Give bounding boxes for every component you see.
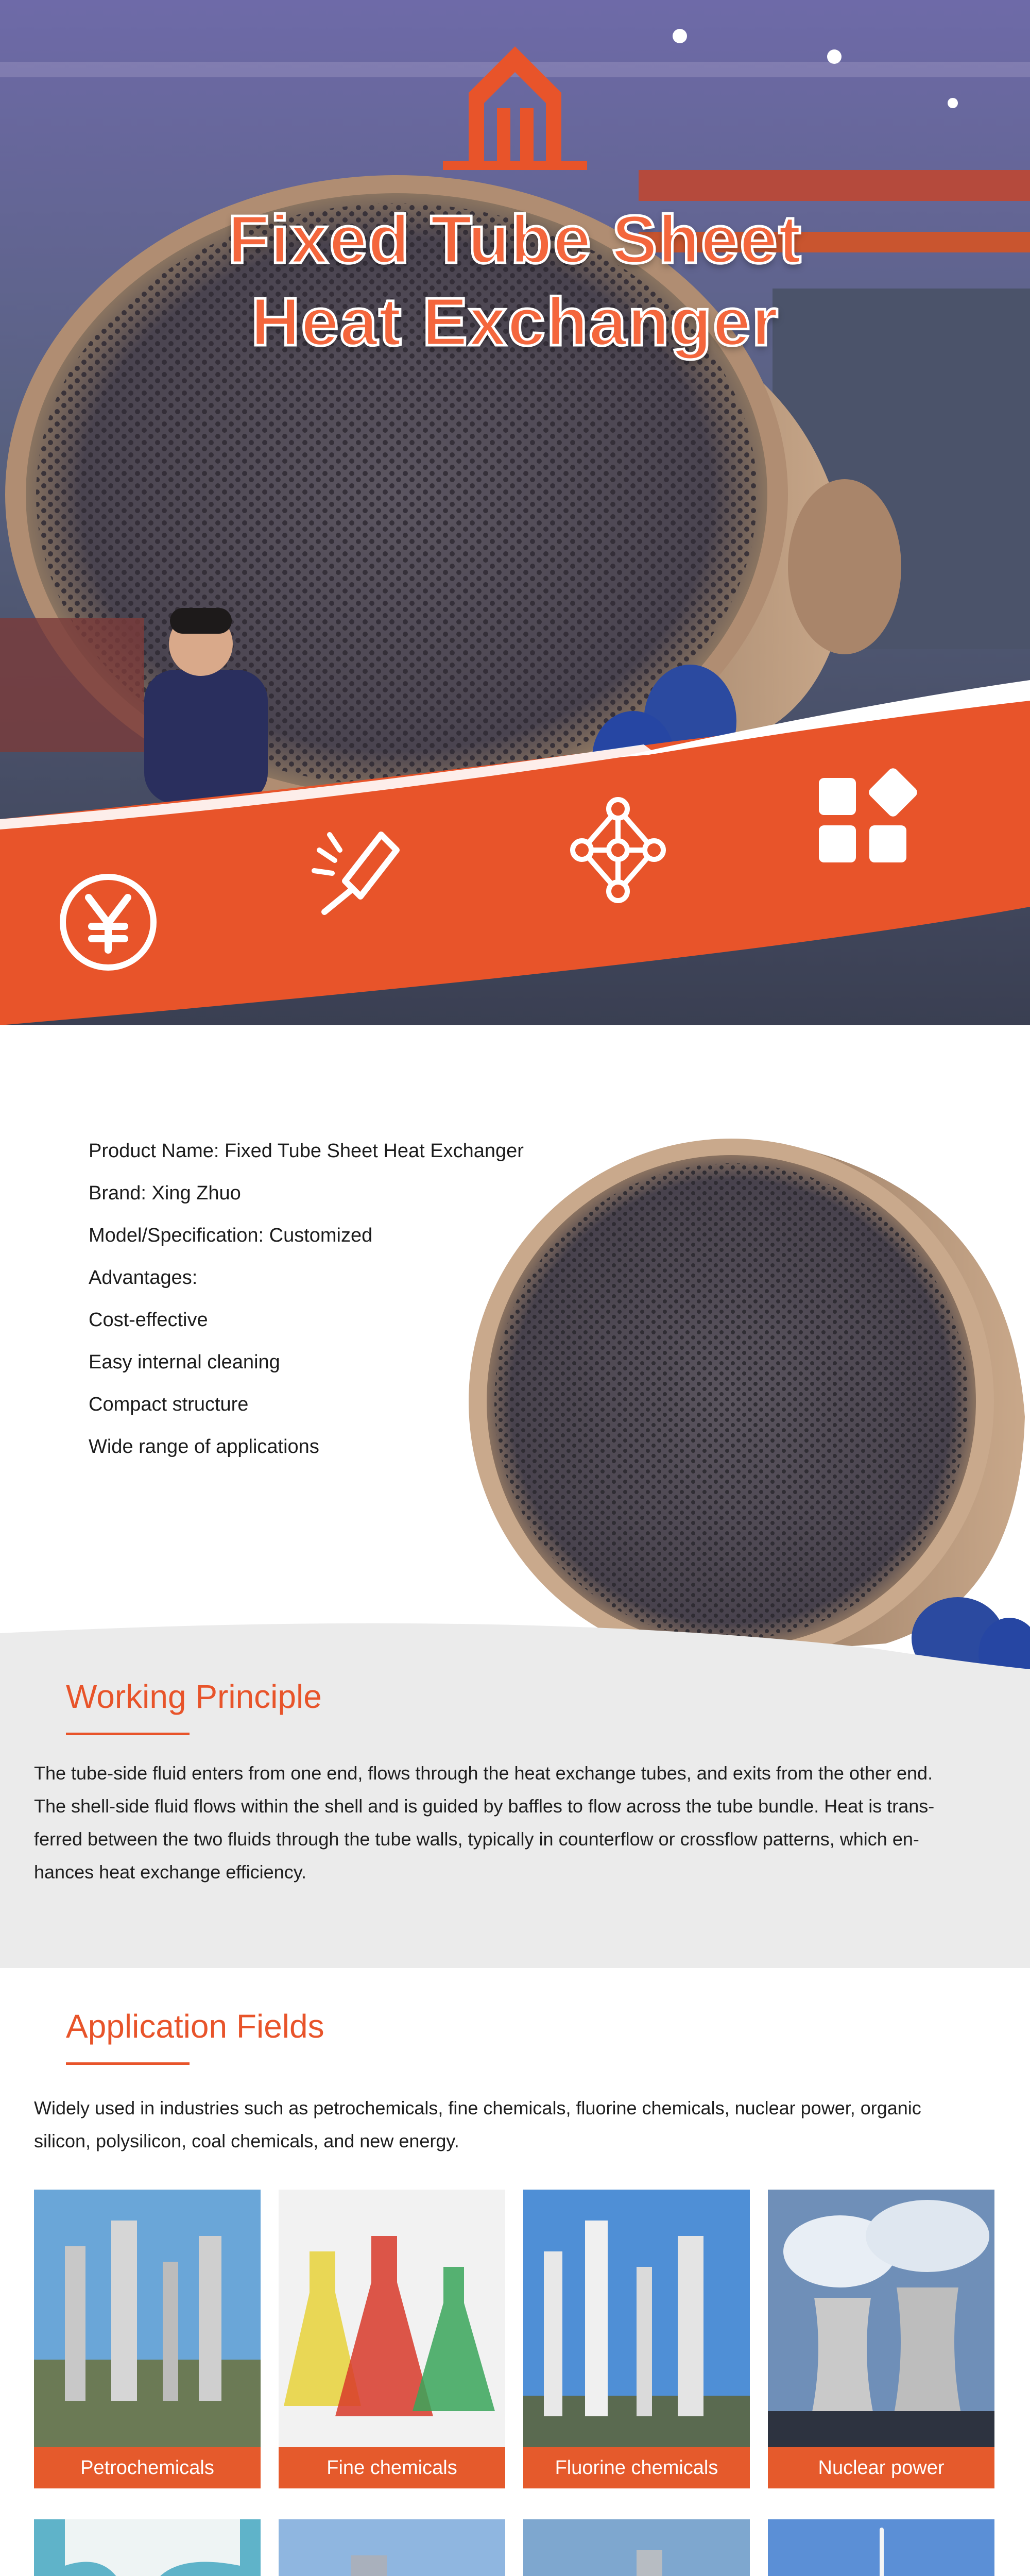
polysilicon-image [279, 2519, 505, 2576]
application-card-fluorine-chemicals[interactable] [523, 2190, 750, 2488]
title-underline [66, 1733, 190, 1735]
product-model: Model/Specification: Customized [89, 1225, 373, 1246]
product-name: Product Name: Fixed Tube Sheet Heat Exchanger [89, 1140, 524, 1162]
working-principle-title: Working Principle [66, 1678, 322, 1715]
hero-banner [0, 0, 1030, 1025]
building-logo-icon [443, 46, 587, 180]
hero-title-line-1: Fixed Tube Sheet [228, 201, 802, 277]
apps-grid-icon [809, 762, 922, 876]
fine-chemicals-image [279, 2190, 505, 2447]
product-brand: Brand: Xing Zhuo [89, 1182, 241, 1204]
advantages-heading: Advantages: [89, 1267, 198, 1289]
hero-title-line-2: Heat Exchanger [251, 284, 779, 360]
application-card-polysilicon[interactable] [279, 2519, 505, 2576]
cleaning-spray-icon [304, 814, 417, 927]
advantage-item: Wide range of applications [89, 1436, 319, 1458]
nuclear-power-image [768, 2190, 994, 2447]
fluorine-chemicals-image [523, 2190, 750, 2447]
application-label: Fluorine chemicals [523, 2447, 750, 2488]
network-structure-icon [561, 793, 675, 907]
application-label: Petrochemicals [34, 2447, 261, 2488]
new-energy-image [768, 2519, 994, 2576]
application-fields-title: Application Fields [66, 2008, 324, 2045]
yen-price-icon [52, 866, 165, 979]
advantage-item: Easy internal cleaning [89, 1351, 280, 1373]
application-label: Nuclear power [768, 2447, 994, 2488]
product-photo [464, 1108, 1030, 1685]
application-card-coal-chemicals[interactable] [523, 2519, 750, 2576]
application-card-petrochemicals[interactable] [34, 2190, 261, 2488]
application-fields-intro: Widely used in industries such as petrochemicals, fine chemicals, fluorine chemicals, nuclear power, organic silicon, polysilicon, coal chemicals, and new energy. [34, 2097, 921, 2151]
application-card-new-energy[interactable] [768, 2519, 994, 2576]
advantage-item: Compact structure [89, 1394, 249, 1415]
petrochemicals-image [34, 2190, 261, 2447]
working-principle-text: The tube-side fluid enters from one end, flows through the heat exchange tubes, and exits from the other end. The shell-side fluid flows within the shell and is guided by baffles to flow across the tube bundle. Heat is trans- ferred between the two fluids through the tube walls, typically in counterflow or crossflow patterns, which en- hances heat exchange efficiency. [34, 1762, 935, 1883]
application-card-fine-chemicals[interactable] [279, 2190, 505, 2488]
title-underline [66, 2062, 190, 2065]
application-card-nuclear-power[interactable] [768, 2190, 994, 2488]
organic-silicon-image [34, 2519, 261, 2576]
coal-chemicals-image [523, 2519, 750, 2576]
application-card-organic-silicon[interactable] [34, 2519, 261, 2576]
application-label: Fine chemicals [279, 2447, 505, 2488]
advantage-item: Cost-effective [89, 1309, 208, 1331]
